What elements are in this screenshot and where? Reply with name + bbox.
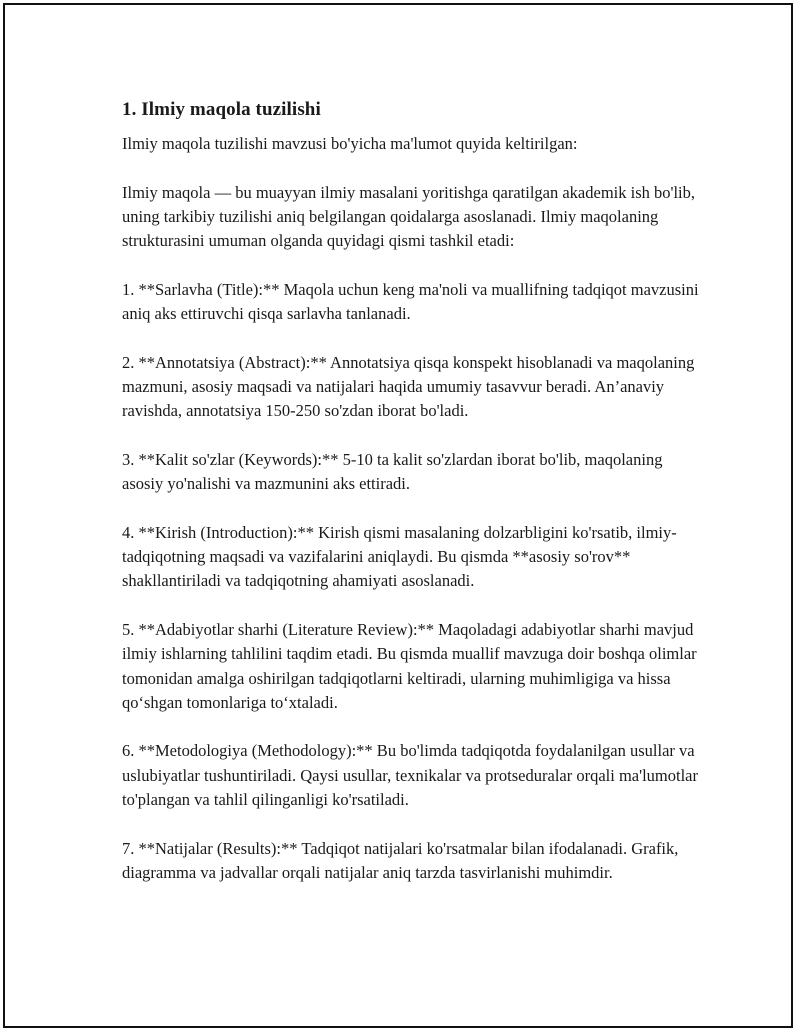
section-title: 1. Ilmiy maqola tuzilishi xyxy=(122,99,321,120)
page-frame xyxy=(3,3,793,1028)
list-item-results: 7. **Natijalar (Results):** Tadqiqot natijalari ko'rsatmalar bilan ifodalanadi. Grafik, diagramma va jadvallar orqali natijalar aniq tarzda tasvirlanishi muhimdir. xyxy=(122,838,679,882)
intro-paragraph: Ilmiy maqola tuzilishi mavzusi bo'yicha ma'lumot quyida keltirilgan: xyxy=(122,134,578,153)
list-item-methodology: 6. **Metodologiya (Methodology):** Bu bo'limda tadqiqotda foydalanilgan usullar va uslubiyatlar tushuntiriladi. Qaysi usullar, texnikalar va protseduralar orqali ma'lumotlar to'plangan va tahlil qilinganligi ko'rsatiladi. xyxy=(122,741,698,810)
list-item-literature-review: 5. **Adabiyotlar sharhi (Literature Review):** Maqoladagi adabiyotlar sharhi mavjud ilmiy ishlarning tahlilini taqdim etadi. Bu qismda muallif mavzuga doir boshqa olimlar tomonidan amalga oshirilgan tadqiqotlarni keltiradi, ularning muhimligiga va hissa qo‘shgan tomonlariga to‘xtaladi. xyxy=(122,619,697,712)
list-item-keywords: 3. **Kalit so'zlar (Keywords):** 5-10 ta kalit so'zlardan iborat bo'lib, maqolaning asosiy yo'nalishi va mazmunini aks ettiradi. xyxy=(122,449,663,494)
list-item-title: 1. **Sarlavha (Title):** Maqola uchun keng ma'noli va muallifning tadqiqot mavzusini aniq aks ettiruvchi qisqa sarlavha tanlanadi. xyxy=(122,279,699,324)
list-item-introduction: 4. **Kirish (Introduction):** Kirish qismi masalaning dolzarbligini ko'rsatib, ilmiy-tadqiqotning maqsadi va vazifalarini aniqlaydi. Bu qismda **asosiy so'rov** shakllantiriladi va tadqiqotning ahamiyati asoslanadi. xyxy=(122,522,677,591)
definition-paragraph: Ilmiy maqola — bu muayyan ilmiy masalani yoritishga qaratilgan akademik ish bo'lib, uning tarkibiy tuzilishi aniq belgilangan qoidalarga asoslanadi. Ilmiy maqolaning strukturasini umuman olganda quyidagi qismi tashkil etadi: xyxy=(122,182,696,251)
document-body xyxy=(122,98,702,885)
list-item-abstract: 2. **Annotatsiya (Abstract):** Annotatsiya qisqa konspekt hisoblanadi va maqolaning mazmuni, asosiy maqsadi va natijalari haqida umumiy tasavvur beradi. An’anaviy ravishda, annotatsiya 150-250 so'zdan iborat bo'ladi. xyxy=(122,352,695,421)
